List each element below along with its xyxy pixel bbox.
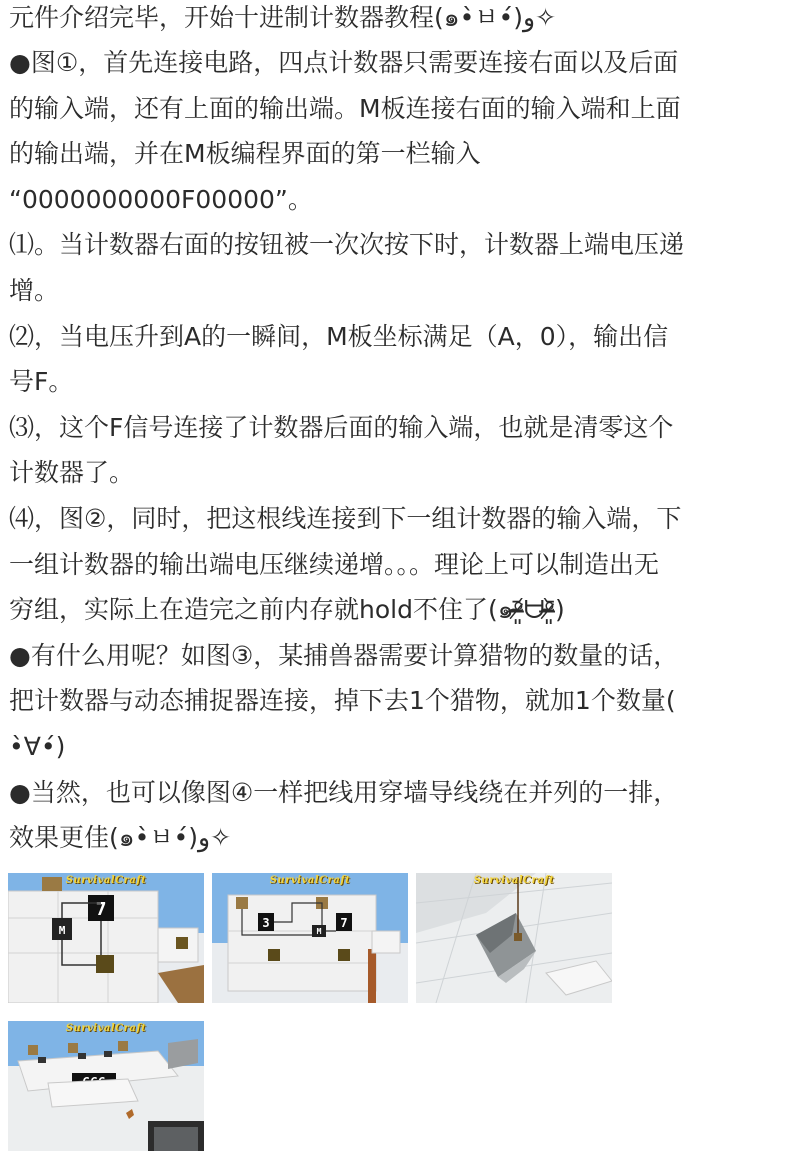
counter-display-2: 7 [340,916,348,930]
survivalcraft-logo: SurvivalCraft [269,875,351,886]
multiplexer-label: M [316,927,322,936]
survivalcraft-logo: SurvivalCraft [65,1023,147,1034]
text-line: ⑵，当电压升到A的一瞬间，M板坐标满足（A，0），输出信 [9,321,669,351]
text-line: 效果更佳(๑•̀ㅂ•́)و✧ [9,823,232,853]
text-line: ⑷，图②，同时，把这根线连接到下一组计数器的输入端，下 [9,503,682,533]
text-line: 元件介绍完毕，开始十进制计数器教程(๑•̀ㅂ•́)و✧ [9,3,557,32]
text-line: •̀∀•́) [9,731,66,761]
text-line: ⑴。当计数器右面的按钮被一次次按下时，计数器上端电压递 [9,230,685,260]
text-line: 的输入端，还有上面的输出端。M板连接右面的输入端和上面 [9,93,681,123]
game-screenshot-1[interactable] [8,873,204,1003]
text-line: ●当然，也可以像图④一样把线用穿墙导线绕在并列的一排， [9,777,679,807]
chained-counters-scene [212,873,408,1003]
text-line: 把计数器与动态捕捉器连接，掉下去1个猎物，就加1个数量( [9,686,676,716]
animal-trap-scene [416,873,612,1003]
survivalcraft-logo: SurvivalCraft [65,875,147,886]
row-of-counters-scene [8,1021,204,1151]
text-line: “0000000000F00000”。 [9,184,313,214]
game-screenshot-3[interactable] [416,873,612,1003]
game-screenshot-2[interactable] [212,873,408,1003]
text-line: 增。 [9,275,60,305]
multiplexer-label: M [58,924,66,937]
counter-display-1: 3 [262,916,270,930]
text-line: 穷组，实际上在造完之前内存就hold不住了(๑ᵒ̴̶̷͈᷄ᗨᵒ̴̶̷͈᷅) [9,595,565,625]
counter-circuit-scene [8,873,204,1003]
article-body [9,0,793,861]
game-screenshot-4[interactable] [8,1021,204,1151]
text-line: ●有什么用呢？如图③，某捕兽器需要计算猎物的数量的话， [9,640,679,670]
text-line: 号F。 [9,367,74,397]
text-line: 的输出端，并在M板编程界面的第一栏输入 [9,139,481,169]
text-line: ●图①，首先连接电路，四点计数器只需要连接右面以及后面 [9,48,679,77]
text-line: 计数器了。 [9,458,135,488]
text-line: 一组计数器的输出端电压继续递增。。。理论上可以制造出无 [9,549,660,579]
text-line: ⑶，这个F信号连接了计数器后面的输入端，也就是清零这个 [9,412,674,442]
counter-display: 7 [95,899,107,920]
survivalcraft-logo: SurvivalCraft [473,875,555,886]
